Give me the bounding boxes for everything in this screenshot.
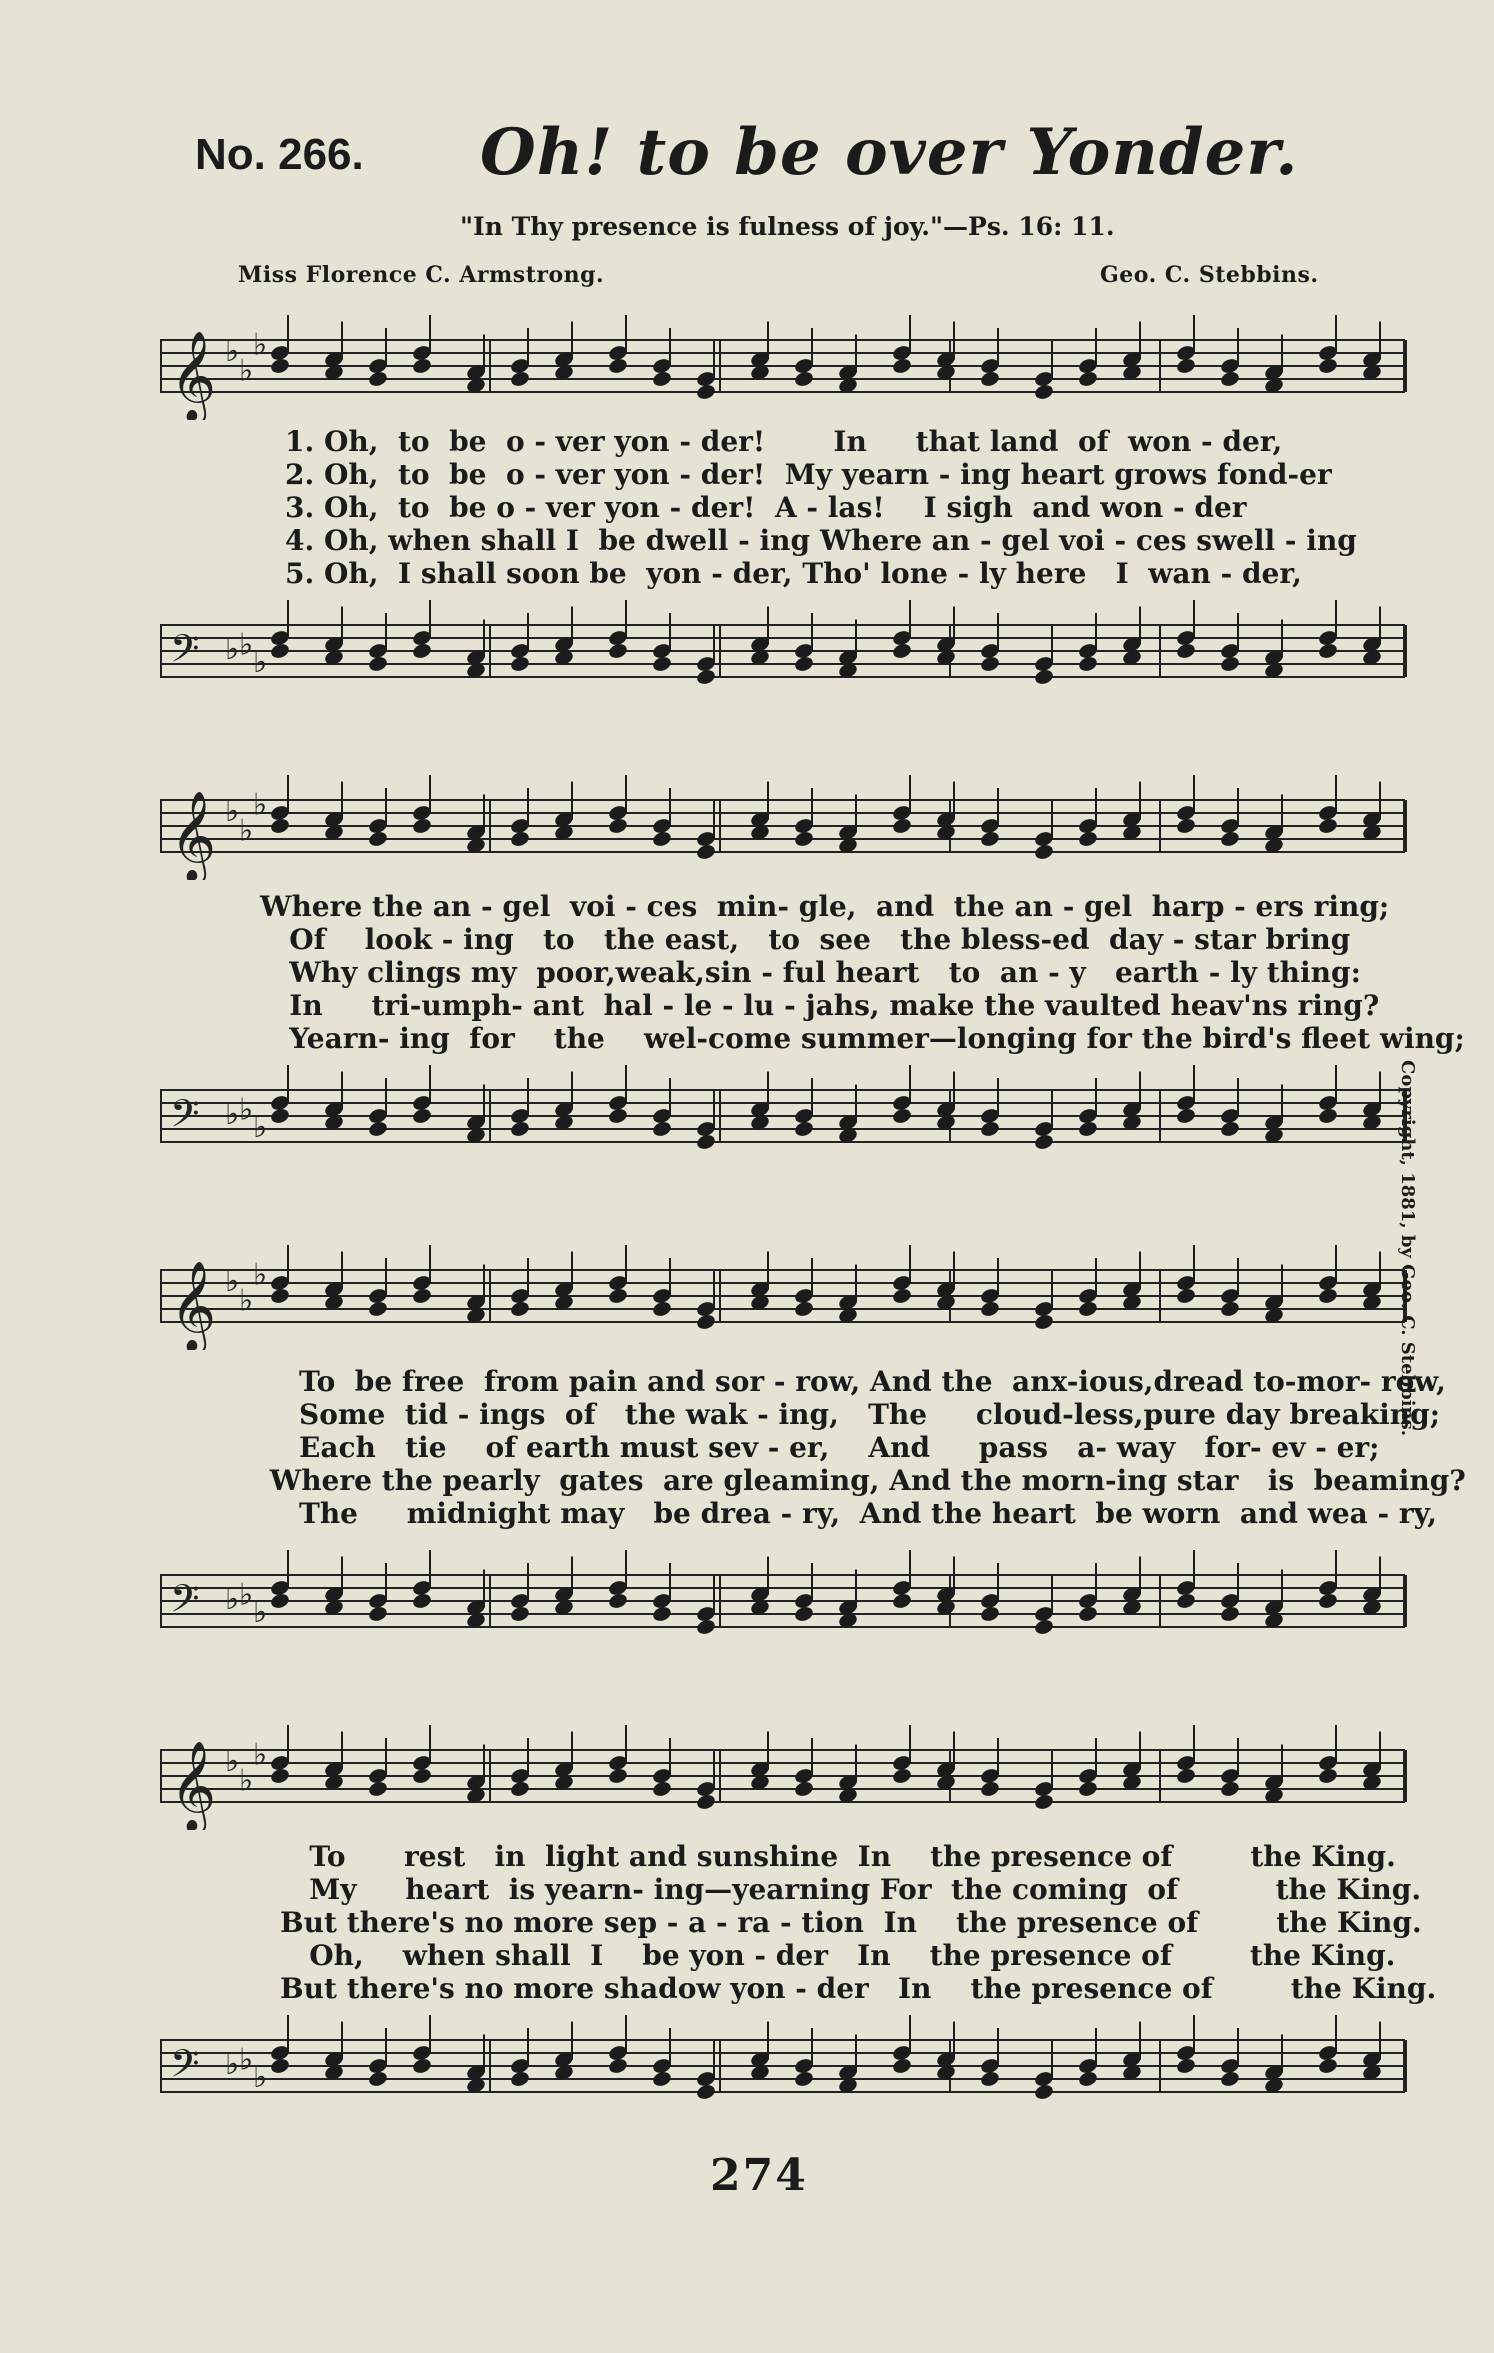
bass-clef-icon: 𝄢 — [170, 1091, 200, 1145]
note-head — [269, 642, 290, 660]
note-head — [1219, 1300, 1240, 1318]
copyright-notice: Copyright, 1881, by Geo. C. Stebbins. — [1397, 1060, 1418, 1437]
flat-icon: ♭ — [239, 813, 254, 849]
note-head — [891, 1287, 912, 1305]
note-head — [1219, 655, 1240, 673]
flat-icon: ♭ — [253, 787, 268, 823]
note-head — [695, 383, 716, 401]
note-head — [1077, 1780, 1098, 1798]
treble-clef-icon: 𝄞 — [170, 1741, 217, 1830]
flat-icon: ♭ — [253, 2060, 268, 2095]
note-head — [979, 1120, 1000, 1138]
lyric-line: Each tie of earth must sev - er, And pass a- way for- ev - er; — [260, 1431, 1380, 1464]
flat-icon: ♭ — [239, 1577, 254, 1613]
note-head — [1077, 1605, 1098, 1623]
flat-icon: ♭ — [225, 2047, 240, 2082]
lyric-line: Oh, when shall I be yon - der In the presence of the King. — [280, 1939, 1396, 1972]
treble-clef-icon: 𝄞 — [170, 791, 217, 880]
flat-icon: ♭ — [225, 1744, 240, 1779]
note-head — [1077, 370, 1098, 388]
note-head — [607, 1767, 628, 1785]
music-system-4 — [160, 1720, 1437, 2140]
flat-icon: ♭ — [239, 1092, 254, 1128]
note-head — [651, 370, 672, 388]
lyric-line: My heart is yearn- ing—yearning For the coming of the King. — [280, 1873, 1422, 1906]
note-head — [979, 1300, 1000, 1318]
note-head — [891, 1592, 912, 1610]
note-head — [979, 655, 1000, 673]
hymn-author: Miss Florence C. Armstrong. — [238, 262, 605, 288]
note-head — [269, 817, 290, 835]
lyric-line: Where the pearly gates are gleaming, And the morn-ing star is beaming? — [260, 1464, 1466, 1497]
note-head — [1219, 1120, 1240, 1138]
flat-icon: ♭ — [253, 645, 268, 680]
note-head — [411, 642, 432, 660]
note-head — [411, 1287, 432, 1305]
note-head — [793, 830, 814, 848]
note-head — [1175, 1592, 1196, 1610]
page-number: 274 — [710, 2150, 808, 2201]
note-head — [411, 2057, 432, 2075]
note-head — [607, 1287, 628, 1305]
flat-icon: ♭ — [225, 632, 240, 667]
note-head — [1317, 817, 1338, 835]
note-head — [1175, 1107, 1196, 1125]
note-head — [607, 642, 628, 660]
note-head — [695, 1618, 716, 1636]
note-head — [1033, 383, 1054, 401]
flat-icon: ♭ — [253, 1110, 268, 1145]
bass-clef-icon: 𝄢 — [170, 626, 200, 680]
note-head — [509, 1300, 530, 1318]
note-head — [269, 1767, 290, 1785]
lyric-line: 5. Oh, I shall soon be yon - der, Tho' lone - ly here I wan - der, — [285, 557, 1302, 590]
note-head — [509, 1780, 530, 1798]
flat-icon: ♭ — [253, 1257, 268, 1293]
bass-staff-4 — [160, 2010, 1410, 2120]
note-head — [695, 668, 716, 686]
flat-icon: ♭ — [253, 1595, 268, 1630]
note-head — [367, 370, 388, 388]
note-head — [793, 1605, 814, 1623]
treble-staff-1 — [160, 310, 1410, 420]
hymn-epigraph: "In Thy presence is fulness of joy."—Ps. 16: 11. — [460, 212, 1115, 241]
note-head — [1033, 843, 1054, 861]
lyric-line: 4. Oh, when shall I be dwell - ing Where an - gel voi - ces swell - ing — [285, 524, 1357, 557]
note-head — [793, 1300, 814, 1318]
note-head — [509, 2070, 530, 2088]
note-head — [1219, 2070, 1240, 2088]
note-head — [367, 655, 388, 673]
note-head — [793, 655, 814, 673]
note-head — [891, 2057, 912, 2075]
bass-clef-icon: 𝄢 — [170, 2041, 200, 2095]
note-head — [269, 2057, 290, 2075]
lyric-line: Of look - ing to the east, to see the bless-ed day - star bring — [260, 923, 1351, 956]
lyric-line: Where the an - gel voi - ces min- gle, and the an - gel harp - ers ring; — [260, 890, 1390, 923]
bass-staff-1 — [160, 595, 1410, 705]
note-head — [651, 655, 672, 673]
note-head — [411, 1592, 432, 1610]
note-head — [1175, 1287, 1196, 1305]
note-head — [411, 817, 432, 835]
note-head — [1317, 357, 1338, 375]
note-head — [1033, 668, 1054, 686]
lyric-line: To rest in light and sunshine In the presence of the King. — [280, 1840, 1396, 1873]
lyric-line: 3. Oh, to be o - ver yon - der! A - las! I sigh and won - der — [285, 491, 1247, 524]
note-head — [269, 1287, 290, 1305]
flat-icon: ♭ — [239, 1763, 254, 1799]
lyric-line: The midnight may be drea - ry, And the heart be worn and wea - ry, — [260, 1497, 1437, 1530]
note-head — [695, 1313, 716, 1331]
note-head — [1175, 357, 1196, 375]
treble-clef-icon: 𝄞 — [170, 1261, 217, 1350]
note-head — [651, 2070, 672, 2088]
note-head — [891, 1767, 912, 1785]
hymn-composer: Geo. C. Stebbins. — [1100, 262, 1319, 288]
note-head — [979, 2070, 1000, 2088]
flat-icon: ♭ — [225, 794, 240, 829]
note-head — [1033, 2083, 1054, 2101]
music-system-2 — [160, 770, 1465, 1190]
flat-icon: ♭ — [253, 327, 268, 363]
note-head — [1219, 830, 1240, 848]
treble-staff-4 — [160, 1720, 1410, 1830]
lyric-line: But there's no more sep - a - ra - tion In the presence of the King. — [280, 1906, 1422, 1939]
note-head — [979, 370, 1000, 388]
flat-icon: ♭ — [225, 334, 240, 369]
flat-icon: ♭ — [225, 1097, 240, 1132]
note-head — [1219, 1605, 1240, 1623]
treble-staff-2 — [160, 770, 1410, 880]
note-head — [411, 1107, 432, 1125]
note-head — [1033, 1793, 1054, 1811]
note-head — [1077, 655, 1098, 673]
note-head — [1175, 817, 1196, 835]
note-head — [891, 817, 912, 835]
treble-clef-icon: 𝄞 — [170, 331, 217, 420]
lyric-line: But there's no more shadow yon - der In the presence of the King. — [280, 1972, 1437, 2005]
bass-clef-icon: 𝄢 — [170, 1576, 200, 1630]
flat-icon: ♭ — [239, 627, 254, 663]
note-head — [1317, 642, 1338, 660]
note-head — [1033, 1313, 1054, 1331]
note-head — [1175, 1767, 1196, 1785]
note-head — [509, 655, 530, 673]
flat-icon: ♭ — [239, 353, 254, 389]
flat-icon: ♭ — [253, 1737, 268, 1773]
note-head — [1077, 1300, 1098, 1318]
hymn-number: No. 266. — [195, 130, 364, 179]
lyric-line: Some tid - ings of the wak - ing, The cloud-less,pure day breaking; — [260, 1398, 1441, 1431]
note-head — [1317, 2057, 1338, 2075]
note-head — [979, 1780, 1000, 1798]
note-head — [411, 1767, 432, 1785]
note-head — [1317, 1592, 1338, 1610]
flat-icon: ♭ — [239, 2042, 254, 2078]
note-head — [269, 1592, 290, 1610]
treble-staff-3 — [160, 1240, 1410, 1350]
flat-icon: ♭ — [225, 1582, 240, 1617]
lyric-line: Yearn- ing for the wel-come summer—longing for the bird's fleet wing; — [260, 1022, 1465, 1055]
lyric-line: Why clings my poor,weak,sin - ful heart to an - y earth - ly thing: — [260, 956, 1361, 989]
note-head — [651, 830, 672, 848]
note-head — [607, 2057, 628, 2075]
note-head — [607, 1592, 628, 1610]
note-head — [1077, 830, 1098, 848]
note-head — [607, 817, 628, 835]
lyric-line: In tri-umph- ant hal - le - lu - jahs, make the vaulted heav'ns ring? — [260, 989, 1380, 1022]
note-head — [695, 1133, 716, 1151]
hymn-title: Oh! to be over Yonder. — [480, 115, 1299, 190]
music-system-1 — [160, 310, 1410, 730]
note-head — [1033, 1618, 1054, 1636]
note-head — [793, 370, 814, 388]
note-head — [695, 843, 716, 861]
flat-icon: ♭ — [239, 1283, 254, 1319]
bass-staff-2 — [160, 1060, 1410, 1170]
note-head — [607, 1107, 628, 1125]
note-head — [1175, 642, 1196, 660]
note-head — [1219, 1780, 1240, 1798]
note-head — [509, 830, 530, 848]
note-head — [1077, 1120, 1098, 1138]
note-head — [793, 2070, 814, 2088]
note-head — [509, 1120, 530, 1138]
note-head — [1317, 1767, 1338, 1785]
note-head — [367, 2070, 388, 2088]
note-head — [651, 1780, 672, 1798]
note-head — [979, 1605, 1000, 1623]
note-head — [367, 1605, 388, 1623]
note-head — [269, 1107, 290, 1125]
note-head — [509, 1605, 530, 1623]
note-head — [1317, 1287, 1338, 1305]
note-head — [651, 1605, 672, 1623]
lyric-line: 2. Oh, to be o - ver yon - der! My yearn - ing heart grows fond-er — [285, 458, 1332, 491]
note-head — [367, 1120, 388, 1138]
lyric-line: 1. Oh, to be o - ver yon - der! In that land of won - der, — [285, 425, 1283, 458]
note-head — [411, 357, 432, 375]
note-head — [891, 357, 912, 375]
note-head — [269, 357, 290, 375]
note-head — [891, 642, 912, 660]
note-head — [367, 830, 388, 848]
note-head — [979, 830, 1000, 848]
note-head — [695, 2083, 716, 2101]
note-head — [651, 1120, 672, 1138]
note-head — [509, 370, 530, 388]
note-head — [367, 1780, 388, 1798]
note-head — [367, 1300, 388, 1318]
bass-staff-3 — [160, 1545, 1410, 1655]
note-head — [1077, 2070, 1098, 2088]
note-head — [651, 1300, 672, 1318]
note-head — [891, 1107, 912, 1125]
flat-icon: ♭ — [225, 1264, 240, 1299]
note-head — [1033, 1133, 1054, 1151]
note-head — [1175, 2057, 1196, 2075]
note-head — [695, 1793, 716, 1811]
lyric-line: To be free from pain and sor - row, And the anx-ious,dread to-mor- row, — [260, 1365, 1446, 1398]
note-head — [793, 1780, 814, 1798]
note-head — [793, 1120, 814, 1138]
note-head — [1317, 1107, 1338, 1125]
note-head — [607, 357, 628, 375]
note-head — [1219, 370, 1240, 388]
